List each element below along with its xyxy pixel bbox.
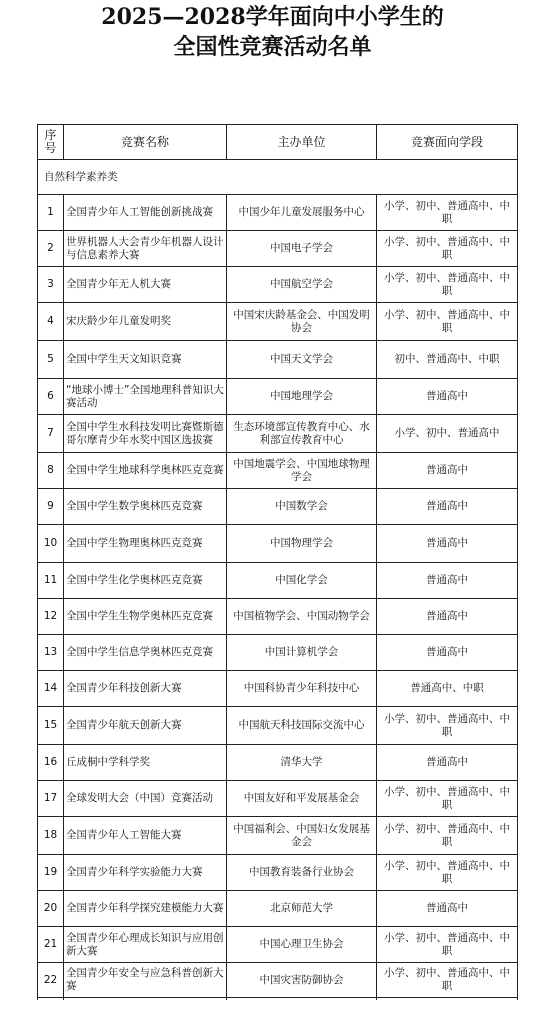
row-no: 21 [38, 927, 64, 963]
row-name: “地球小博士”全国地理科普知识大赛活动 [64, 379, 227, 415]
row-stage: 普通高中 [377, 489, 518, 525]
row-stage: 小学、初中、普通高中、中职 [377, 195, 518, 231]
row-org: 中国电子学会 [227, 231, 377, 267]
table-row [38, 671, 518, 707]
row-name: 全国青少年心理成长知识与应用创新大赛 [64, 927, 227, 963]
row-no: 1 [38, 195, 64, 231]
row-org: 中国教育装备行业协会 [227, 855, 377, 891]
row-name: 世界机器人大会青少年机器人设计与信息素养大赛 [64, 231, 227, 267]
table-row [38, 489, 518, 525]
row-stage: 小学、初中、普通高中、中职 [377, 855, 518, 891]
table-row [38, 855, 518, 891]
table-row [38, 745, 518, 781]
table-row [38, 563, 518, 599]
continuation-cell [227, 998, 377, 1001]
table-header-row [38, 125, 518, 160]
continuation-cell [38, 998, 64, 1001]
row-stage: 普通高中 [377, 379, 518, 415]
row-stage: 初中、普通高中、中职 [377, 341, 518, 379]
section-label: 自然科学素养类 [38, 160, 518, 195]
competition-table [37, 124, 518, 1000]
row-stage: 小学、初中、普通高中 [377, 415, 518, 453]
row-org: 中国计算机学会 [227, 635, 377, 671]
row-stage: 普通高中 [377, 599, 518, 635]
row-no: 9 [38, 489, 64, 525]
continuation-cell [64, 998, 227, 1001]
row-org: 中国地震学会、中国地球物理学会 [227, 453, 377, 489]
row-stage: 普通高中 [377, 635, 518, 671]
row-name: 丘成桐中学科学奖 [64, 745, 227, 781]
row-org: 中国航空学会 [227, 267, 377, 303]
row-name: 全国青少年人工智能创新挑战赛 [64, 195, 227, 231]
row-no: 20 [38, 891, 64, 927]
row-no: 3 [38, 267, 64, 303]
row-stage: 小学、初中、普通高中、中职 [377, 963, 518, 998]
row-org: 清华大学 [227, 745, 377, 781]
row-org: 中国化学会 [227, 563, 377, 599]
row-name: 全国青少年无人机大赛 [64, 267, 227, 303]
table-row [38, 231, 518, 267]
row-org: 中国福利会、中国妇女发展基金会 [227, 817, 377, 855]
row-no: 5 [38, 341, 64, 379]
row-name: 全国中学生水科技发明比赛暨斯德哥尔摩青少年水奖中国区选拔赛 [64, 415, 227, 453]
row-org: 中国宋庆龄基金会、中国发明协会 [227, 303, 377, 341]
row-name: 全国中学生数学奥林匹克竞赛 [64, 489, 227, 525]
table-row [38, 635, 518, 671]
table-row [38, 267, 518, 303]
document-title-line2: 全国性竞赛活动名单 [173, 34, 372, 60]
row-stage: 普通高中 [377, 745, 518, 781]
row-org: 生态环境部宣传教育中心、水利部宣传教育中心 [227, 415, 377, 453]
row-stage: 小学、初中、普通高中、中职 [377, 781, 518, 817]
row-name: 全国中学生化学奥林匹克竞赛 [64, 563, 227, 599]
row-no: 19 [38, 855, 64, 891]
table-row [38, 453, 518, 489]
row-org: 北京师范大学 [227, 891, 377, 927]
row-no: 13 [38, 635, 64, 671]
document-title-line1: 2025—2028学年面向中小学生的 [101, 4, 444, 30]
table-row [38, 379, 518, 415]
table-row [38, 707, 518, 745]
row-no: 6 [38, 379, 64, 415]
row-stage: 普通高中 [377, 891, 518, 927]
row-no: 2 [38, 231, 64, 267]
row-org: 中国灾害防御协会 [227, 963, 377, 998]
table-row [38, 195, 518, 231]
row-no: 4 [38, 303, 64, 341]
table-row [38, 817, 518, 855]
row-no: 22 [38, 963, 64, 998]
row-no: 15 [38, 707, 64, 745]
row-no: 14 [38, 671, 64, 707]
row-org: 中国友好和平发展基金会 [227, 781, 377, 817]
row-no: 12 [38, 599, 64, 635]
row-no: 17 [38, 781, 64, 817]
row-name: 全国中学生物理奥林匹克竞赛 [64, 525, 227, 563]
table-row [38, 781, 518, 817]
header-no: 序号 [38, 125, 64, 160]
section-row [38, 160, 518, 195]
row-org: 中国心理卫生协会 [227, 927, 377, 963]
row-org: 中国科协青少年科技中心 [227, 671, 377, 707]
header-org: 主办单位 [227, 125, 377, 160]
table-row [38, 415, 518, 453]
table-row [38, 927, 518, 963]
row-no: 11 [38, 563, 64, 599]
continuation-cell [377, 998, 518, 1001]
row-org: 中国植物学会、中国动物学会 [227, 599, 377, 635]
row-no: 18 [38, 817, 64, 855]
row-name: 全国青少年人工智能大赛 [64, 817, 227, 855]
row-org: 中国航天科技国际交流中心 [227, 707, 377, 745]
row-name: 全国青少年科学实验能力大赛 [64, 855, 227, 891]
row-name: 宋庆龄少年儿童发明奖 [64, 303, 227, 341]
row-org: 中国地理学会 [227, 379, 377, 415]
table-row [38, 341, 518, 379]
row-no: 16 [38, 745, 64, 781]
row-name: 全国中学生信息学奥林匹克竞赛 [64, 635, 227, 671]
row-name: 全国中学生生物学奥林匹克竞赛 [64, 599, 227, 635]
row-name: 全国青少年科技创新大赛 [64, 671, 227, 707]
row-no: 10 [38, 525, 64, 563]
row-no: 7 [38, 415, 64, 453]
row-stage: 小学、初中、普通高中、中职 [377, 267, 518, 303]
row-name: 全国中学生地球科学奥林匹克竞赛 [64, 453, 227, 489]
table-continuation-row [38, 998, 518, 1001]
row-org: 中国物理学会 [227, 525, 377, 563]
table-row [38, 891, 518, 927]
row-name: 全球发明大会（中国）竞赛活动 [64, 781, 227, 817]
row-name: 全国中学生天文知识竞赛 [64, 341, 227, 379]
header-stage: 竞赛面向学段 [377, 125, 518, 160]
row-name: 全国青少年安全与应急科普创新大赛 [64, 963, 227, 998]
row-org: 中国数学会 [227, 489, 377, 525]
table-row [38, 599, 518, 635]
row-no: 8 [38, 453, 64, 489]
table-row [38, 963, 518, 998]
row-stage: 小学、初中、普通高中、中职 [377, 817, 518, 855]
row-stage: 普通高中、中职 [377, 671, 518, 707]
header-name: 竞赛名称 [64, 125, 227, 160]
row-stage: 小学、初中、普通高中、中职 [377, 231, 518, 267]
row-stage: 小学、初中、普通高中、中职 [377, 707, 518, 745]
row-stage: 小学、初中、普通高中、中职 [377, 303, 518, 341]
table-row [38, 303, 518, 341]
row-name: 全国青少年航天创新大赛 [64, 707, 227, 745]
row-stage: 普通高中 [377, 563, 518, 599]
row-stage: 小学、初中、普通高中、中职 [377, 927, 518, 963]
row-stage: 普通高中 [377, 525, 518, 563]
table-row [38, 525, 518, 563]
row-name: 全国青少年科学探究建模能力大赛 [64, 891, 227, 927]
row-org: 中国少年儿童发展服务中心 [227, 195, 377, 231]
row-org: 中国天文学会 [227, 341, 377, 379]
row-stage: 普通高中 [377, 453, 518, 489]
